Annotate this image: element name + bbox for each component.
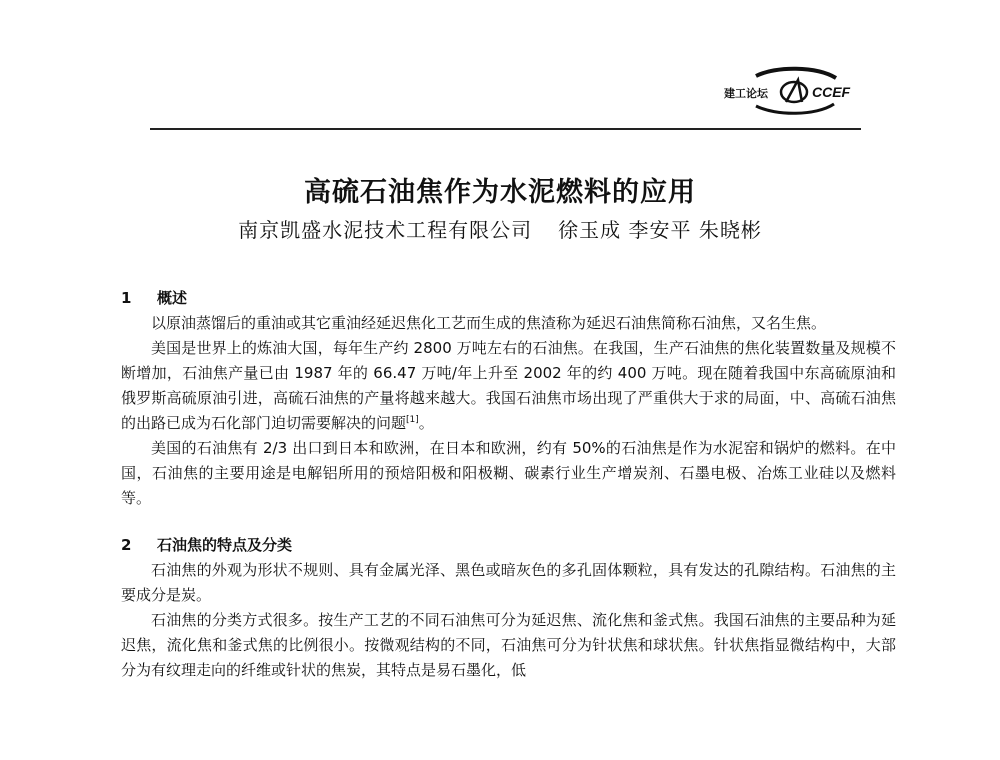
section-title: 石油焦的特点及分类 <box>157 536 293 554</box>
citation: [1] <box>406 415 419 425</box>
logo-brand: CCEF <box>812 84 851 100</box>
paper-body <box>121 286 896 683</box>
section-title: 概述 <box>157 289 188 307</box>
paragraph-tail: 。 <box>418 414 434 432</box>
section-number: 1 <box>121 289 132 307</box>
section-heading-2 <box>121 533 896 558</box>
affiliation: 南京凯盛水泥技术工程有限公司 <box>238 218 533 242</box>
header-rule <box>150 128 861 130</box>
paragraph-text: 美国是世界上的炼油大国，每年生产约 2800 万吨左右的石油焦。在我国，生产石油焦的焦化装置数量及规模不断增加，石油焦产量已由 1987 年的 66.47 万吨/年上升至 2002 年的约 400 万吨。现在随着我国中东高硫原油和俄罗斯高硫原油引进，高硫石油焦的产量将越来越大。我国石油焦市场出现了严重供大于求的局面，中、高硫石油焦的出路已成为石化部门迫切需要解决的问题 <box>121 339 896 432</box>
section-number: 2 <box>121 536 132 554</box>
ccef-logo <box>716 62 866 120</box>
paragraph: 石油焦的分类方式很多。按生产工艺的不同石油焦可分为延迟焦、流化焦和釜式焦。我国石油焦的主要品种为延迟焦，流化焦和釜式焦的比例很小。按微观结构的不同，石油焦可分为针状焦和球状焦。针状焦指显微结构中，大部分为有纹理走向的纤维或针状的焦炭，其特点是易石墨化，低 <box>121 611 896 679</box>
author-line <box>0 214 1000 243</box>
paragraph: 石油焦的外观为形状不规则、具有金属光泽、黑色或暗灰色的多孔固体颗粒，具有发达的孔隙结构。石油焦的主要成分是炭。 <box>121 561 896 604</box>
section-heading-1 <box>121 286 896 311</box>
paragraph: 美国的石油焦有 2/3 出口到日本和欧洲，在日本和欧洲，约有 50%的石油焦是作为水泥窑和锅炉的燃料。在中国，石油焦的主要用途是电解铝所用的预焙阳极和阳极糊、碳素行业生产增炭剂、石墨电极、冶炼工业硅以及燃料等。 <box>121 439 896 507</box>
paragraph: 以原油蒸馏后的重油或其它重油经延迟焦化工艺而生成的焦渣称为延迟石油焦简称石油焦，又名生焦。 <box>151 314 827 332</box>
logo-text: 建工论坛 <box>724 87 768 100</box>
paragraph <box>121 336 896 436</box>
paper-title: 高硫石油焦作为水泥燃料的应用 <box>304 177 696 208</box>
author-names: 徐玉成 李安平 朱晓彬 <box>558 218 762 242</box>
